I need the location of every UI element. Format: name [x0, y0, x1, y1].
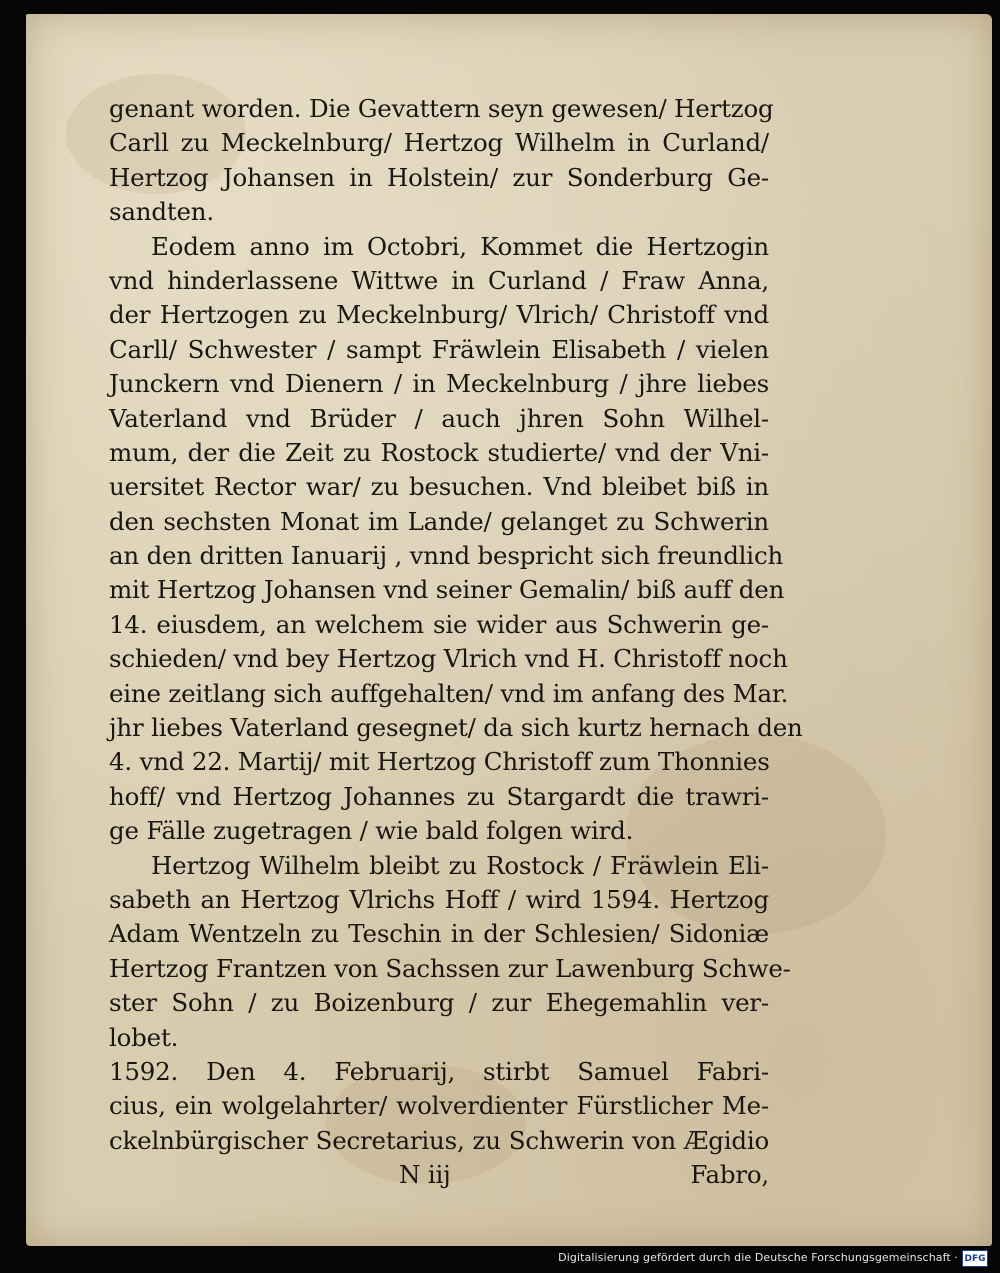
page-text-block	[109, 92, 803, 1193]
text-line: Carll/ Schwester / sampt Fräwlein Elisabeth / vielen	[109, 334, 769, 364]
signature-mark: N iij	[399, 1160, 451, 1190]
book-page	[26, 14, 992, 1246]
text-line: den sechsten Monat im Lande/ gelanget zu Schwerin	[109, 506, 769, 536]
text-line: der Hertzogen zu Meckelnburg/ Vlrich/ Christoff vnd	[109, 300, 769, 330]
text-line: 1592. Den 4. Februarij, stirbt Samuel Fabri-	[109, 1056, 769, 1086]
dfg-logo-icon: DFG	[962, 1250, 988, 1267]
text-line: sandten.	[109, 197, 214, 227]
text-line: Eodem anno im Octobri, Kommet die Hertzogin	[151, 231, 769, 261]
text-line: Carll zu Meckelnburg/ Hertzog Wilhelm in Curland/	[109, 128, 769, 158]
text-line: ge Fälle zugetragen / wie bald folgen wird.	[109, 816, 634, 846]
text-line: vnd hinderlassene Wittwe in Curland / Fraw Anna,	[109, 265, 769, 295]
digitization-footer	[0, 1246, 1000, 1273]
text-line: Hertzog Johansen in Holstein/ zur Sonderburg Ge-	[109, 162, 769, 192]
text-line: uersitet Rector war/ zu besuchen. Vnd bleibet biß in	[109, 472, 769, 502]
text-line: 4. vnd 22. Martij/ mit Hertzog Christoff zum Thonnies	[109, 747, 770, 777]
text-line: 14. eiusdem, an welchem sie wider aus Schwerin ge-	[109, 609, 769, 639]
text-line: jhr liebes Vaterland gesegnet/ da sich kurtz hernach den	[109, 713, 803, 743]
text-line: hoff/ vnd Hertzog Johannes zu Stargardt die trawri-	[109, 781, 769, 811]
text-line: schieden/ vnd bey Hertzog Vlrich vnd H. Christoff noch	[109, 644, 788, 674]
text-line: ster Sohn / zu Boizenburg / zur Ehegemahlin ver-	[109, 988, 769, 1018]
text-line: cius, ein wolgelahrter/ wolverdienter Fürstlicher Me-	[109, 1091, 769, 1121]
text-line: Hertzog Wilhelm bleibt zu Rostock / Fräwlein Eli-	[151, 850, 769, 880]
text-line: Adam Wentzeln zu Teschin in der Schlesien/ Sidoniæ	[109, 919, 769, 949]
text-line: Hertzog Frantzen von Sachssen zur Lawenburg Schwe-	[109, 953, 791, 983]
footer-credit: Digitalisierung gefördert durch die Deutsche Forschungsgemeinschaft ·	[558, 1251, 958, 1264]
catchword: Fabro,	[690, 1160, 769, 1190]
text-line: genant worden. Die Gevattern seyn gewesen/ Hertzog	[109, 94, 774, 123]
text-line: sabeth an Hertzog Vlrichs Hoff / wird 1594. Hertzog	[109, 884, 769, 914]
text-line: ckelnbürgischer Secretarius, zu Schwerin von Ægidio	[109, 1125, 769, 1155]
text-line: eine zeitlang sich auffgehalten/ vnd im anfang des Mar.	[109, 678, 789, 708]
page-foot-row	[109, 1158, 769, 1192]
text-line: lobet.	[109, 1022, 179, 1052]
text-line: mit Hertzog Johansen vnd seiner Gemalin/ biß auff den	[109, 575, 785, 605]
text-line: mum, der die Zeit zu Rostock studierte/ vnd der Vni-	[109, 437, 769, 467]
text-line: Vaterland vnd Brüder / auch jhren Sohn Wilhel-	[109, 403, 769, 433]
text-line: an den dritten Ianuarij , vnnd bespricht sich freundlich	[109, 541, 784, 571]
text-line: Junckern vnd Dienern / in Meckelnburg / jhre liebes	[109, 369, 769, 399]
